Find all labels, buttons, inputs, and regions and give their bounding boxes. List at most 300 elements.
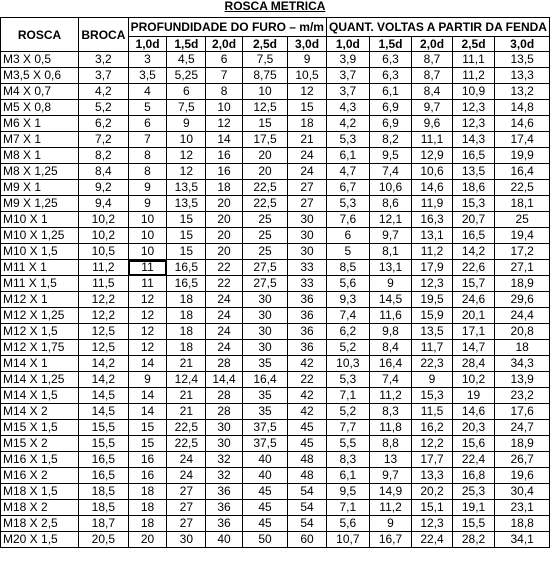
value-cell[interactable]: 17,2 — [495, 244, 550, 260]
value-cell[interactable]: 10 — [128, 228, 167, 244]
value-cell[interactable]: 8,3 — [326, 452, 369, 468]
rosca-cell[interactable]: M12 X 1,25 — [1, 308, 79, 324]
value-cell[interactable]: 8,4 — [369, 340, 412, 356]
value-cell[interactable]: 9,6 — [412, 116, 452, 132]
value-cell[interactable]: 25 — [495, 212, 550, 228]
rosca-cell[interactable]: M12 X 1,5 — [1, 324, 79, 340]
value-cell[interactable]: 9 — [369, 516, 412, 532]
value-cell[interactable]: 22 — [206, 276, 243, 292]
value-cell[interactable]: 15,3 — [412, 388, 452, 404]
value-cell[interactable]: 16 — [128, 452, 167, 468]
value-cell[interactable]: 15,3 — [452, 196, 495, 212]
value-cell[interactable]: 12 — [167, 164, 206, 180]
value-cell[interactable]: 24 — [206, 308, 243, 324]
value-cell[interactable]: 30 — [288, 212, 327, 228]
value-cell[interactable]: 16,8 — [452, 468, 495, 484]
value-cell[interactable]: 24,7 — [495, 420, 550, 436]
value-cell[interactable]: 6,3 — [369, 52, 412, 68]
value-cell[interactable]: 18,6 — [452, 180, 495, 196]
rosca-cell[interactable]: M15 X 1,5 — [1, 420, 79, 436]
value-cell[interactable]: 9,4 — [79, 196, 129, 212]
value-cell[interactable]: 10,2 — [452, 372, 495, 388]
value-cell[interactable]: 24 — [206, 324, 243, 340]
value-cell[interactable]: 22,5 — [242, 180, 287, 196]
value-cell[interactable]: 45 — [242, 500, 287, 516]
value-cell[interactable]: 18,8 — [495, 516, 550, 532]
value-cell[interactable]: 24 — [288, 164, 327, 180]
value-cell[interactable]: 8,3 — [369, 404, 412, 420]
value-cell[interactable]: 21 — [288, 132, 327, 148]
value-cell[interactable]: 6,2 — [326, 324, 369, 340]
value-cell[interactable]: 3 — [128, 52, 167, 68]
value-cell[interactable]: 19,4 — [495, 228, 550, 244]
value-cell[interactable]: 9 — [288, 52, 327, 68]
value-cell[interactable]: 28 — [206, 388, 243, 404]
value-cell[interactable]: 25 — [242, 212, 287, 228]
value-cell[interactable]: 48 — [288, 452, 327, 468]
value-cell[interactable]: 30 — [242, 340, 287, 356]
value-cell[interactable]: 28,2 — [452, 532, 495, 548]
value-cell[interactable]: 14,4 — [206, 372, 243, 388]
rosca-cell[interactable]: M15 X 2 — [1, 436, 79, 452]
rosca-cell[interactable]: M14 X 1,5 — [1, 388, 79, 404]
value-cell[interactable]: 20 — [206, 244, 243, 260]
value-cell[interactable]: 14,5 — [79, 404, 129, 420]
value-cell[interactable]: 37,5 — [242, 420, 287, 436]
value-cell[interactable]: 26,7 — [495, 452, 550, 468]
value-cell[interactable]: 24 — [167, 452, 206, 468]
value-cell[interactable]: 16,5 — [452, 228, 495, 244]
value-cell[interactable]: 18 — [206, 180, 243, 196]
value-cell[interactable]: 8 — [128, 148, 167, 164]
value-cell[interactable]: 19 — [452, 388, 495, 404]
value-cell[interactable]: 12,3 — [452, 116, 495, 132]
value-cell[interactable]: 19,5 — [412, 292, 452, 308]
value-cell[interactable]: 6,3 — [369, 68, 412, 84]
value-cell[interactable]: 24 — [167, 468, 206, 484]
value-cell[interactable]: 9,2 — [79, 180, 129, 196]
value-cell[interactable]: 12,5 — [79, 324, 129, 340]
value-cell[interactable]: 13,3 — [495, 68, 550, 84]
value-cell[interactable]: 35 — [242, 356, 287, 372]
rosca-cell[interactable]: M14 X 2 — [1, 404, 79, 420]
value-cell[interactable]: 14,7 — [452, 340, 495, 356]
rosca-cell[interactable]: M10 X 1 — [1, 212, 79, 228]
value-cell[interactable]: 24,4 — [495, 308, 550, 324]
rosca-cell[interactable]: M16 X 2 — [1, 468, 79, 484]
subheader-cell[interactable]: 3,0d — [288, 37, 327, 52]
value-cell[interactable]: 8 — [128, 164, 167, 180]
value-cell[interactable]: 11,5 — [79, 276, 129, 292]
value-cell[interactable]: 48 — [288, 468, 327, 484]
value-cell[interactable]: 10 — [242, 84, 287, 100]
value-cell[interactable]: 6,9 — [369, 100, 412, 116]
value-cell[interactable]: 13 — [369, 452, 412, 468]
value-cell[interactable]: 16,2 — [412, 420, 452, 436]
value-cell[interactable]: 6,1 — [326, 148, 369, 164]
value-cell[interactable]: 9 — [167, 116, 206, 132]
subheader-cell[interactable]: 1,5d — [369, 37, 412, 52]
value-cell[interactable]: 11,1 — [452, 52, 495, 68]
rosca-cell[interactable]: M12 X 1,75 — [1, 340, 79, 356]
value-cell[interactable]: 15 — [128, 420, 167, 436]
value-cell[interactable]: 24 — [206, 292, 243, 308]
value-cell[interactable]: 8,4 — [412, 84, 452, 100]
value-cell[interactable]: 14,9 — [369, 484, 412, 500]
value-cell[interactable]: 6 — [167, 84, 206, 100]
value-cell[interactable]: 14 — [128, 404, 167, 420]
value-cell[interactable]: 18,5 — [79, 500, 129, 516]
value-cell[interactable]: 18 — [167, 308, 206, 324]
value-cell[interactable]: 34,1 — [495, 532, 550, 548]
value-cell[interactable]: 22,4 — [412, 532, 452, 548]
value-cell[interactable]: 20 — [206, 228, 243, 244]
header-rosca[interactable]: ROSCA — [1, 18, 79, 52]
value-cell[interactable]: 6 — [206, 52, 243, 68]
value-cell[interactable]: 8,6 — [369, 196, 412, 212]
value-cell[interactable]: 35 — [242, 388, 287, 404]
value-cell[interactable]: 8,75 — [242, 68, 287, 84]
value-cell[interactable]: 3,5 — [128, 68, 167, 84]
value-cell[interactable]: 8,7 — [412, 52, 452, 68]
value-cell[interactable]: 11,2 — [369, 500, 412, 516]
value-cell[interactable]: 12,2 — [412, 436, 452, 452]
value-cell[interactable]: 13,9 — [495, 372, 550, 388]
value-cell[interactable]: 9,5 — [369, 148, 412, 164]
value-cell[interactable]: 24 — [288, 148, 327, 164]
value-cell[interactable]: 45 — [288, 436, 327, 452]
value-cell[interactable]: 18 — [495, 340, 550, 356]
rosca-cell[interactable]: M9 X 1 — [1, 180, 79, 196]
value-cell[interactable]: 12,1 — [369, 212, 412, 228]
value-cell[interactable]: 4 — [128, 84, 167, 100]
value-cell[interactable]: 22,5 — [242, 196, 287, 212]
value-cell[interactable]: 21 — [167, 388, 206, 404]
value-cell[interactable]: 21 — [167, 356, 206, 372]
value-cell[interactable]: 36 — [206, 500, 243, 516]
value-cell[interactable]: 45 — [242, 516, 287, 532]
value-cell[interactable]: 5,6 — [326, 516, 369, 532]
value-cell[interactable]: 8,8 — [369, 436, 412, 452]
value-cell[interactable]: 13,2 — [495, 84, 550, 100]
value-cell[interactable]: 27 — [288, 196, 327, 212]
value-cell[interactable]: 9,5 — [326, 484, 369, 500]
value-cell[interactable]: 13,5 — [412, 324, 452, 340]
value-cell[interactable]: 10,5 — [288, 68, 327, 84]
value-cell[interactable]: 6,1 — [326, 468, 369, 484]
value-cell[interactable]: 18,7 — [79, 516, 129, 532]
header-broca[interactable]: BROCA — [79, 18, 129, 52]
value-cell[interactable]: 11,2 — [412, 244, 452, 260]
value-cell[interactable]: 6 — [326, 228, 369, 244]
value-cell[interactable]: 12,3 — [412, 276, 452, 292]
value-cell[interactable]: 9 — [412, 372, 452, 388]
value-cell[interactable]: 16,4 — [495, 164, 550, 180]
value-cell[interactable]: 17,5 — [242, 132, 287, 148]
value-cell[interactable]: 9 — [128, 180, 167, 196]
value-cell[interactable]: 45 — [288, 420, 327, 436]
value-cell[interactable]: 8,5 — [326, 260, 369, 276]
value-cell[interactable]: 11,7 — [412, 340, 452, 356]
value-cell[interactable]: 7,7 — [326, 420, 369, 436]
rosca-cell[interactable]: M10 X 1,5 — [1, 244, 79, 260]
value-cell[interactable]: 10 — [167, 132, 206, 148]
value-cell[interactable]: 10,7 — [326, 532, 369, 548]
value-cell[interactable]: 7,4 — [326, 308, 369, 324]
value-cell[interactable]: 12,5 — [79, 340, 129, 356]
value-cell[interactable]: 27,5 — [242, 276, 287, 292]
value-cell[interactable]: 54 — [288, 484, 327, 500]
value-cell[interactable]: 15 — [242, 116, 287, 132]
value-cell[interactable]: 16,4 — [369, 356, 412, 372]
value-cell[interactable]: 60 — [288, 532, 327, 548]
value-cell[interactable]: 24,6 — [452, 292, 495, 308]
value-cell[interactable]: 9,3 — [326, 292, 369, 308]
rosca-cell[interactable]: M11 X 1 — [1, 260, 79, 276]
value-cell[interactable]: 7 — [206, 68, 243, 84]
value-cell[interactable]: 20 — [128, 532, 167, 548]
value-cell[interactable]: 18 — [128, 516, 167, 532]
value-cell[interactable]: 14 — [206, 132, 243, 148]
value-cell[interactable]: 9,7 — [412, 100, 452, 116]
value-cell[interactable]: 20,1 — [452, 308, 495, 324]
value-cell[interactable]: 23,1 — [495, 500, 550, 516]
value-cell[interactable]: 54 — [288, 516, 327, 532]
value-cell[interactable]: 16 — [206, 164, 243, 180]
value-cell[interactable]: 18 — [167, 292, 206, 308]
value-cell[interactable]: 14 — [128, 356, 167, 372]
value-cell[interactable]: 7,5 — [167, 100, 206, 116]
value-cell[interactable]: 15,5 — [79, 420, 129, 436]
value-cell[interactable]: 9,7 — [369, 228, 412, 244]
rosca-cell[interactable]: M8 X 1 — [1, 148, 79, 164]
value-cell[interactable]: 4,2 — [326, 116, 369, 132]
value-cell[interactable]: 9 — [369, 276, 412, 292]
value-cell[interactable]: 10,2 — [79, 212, 129, 228]
rosca-cell[interactable]: M10 X 1,25 — [1, 228, 79, 244]
value-cell[interactable]: 18,9 — [495, 276, 550, 292]
rosca-cell[interactable]: M18 X 1,5 — [1, 484, 79, 500]
value-cell[interactable]: 10,3 — [326, 356, 369, 372]
value-cell[interactable]: 25 — [242, 228, 287, 244]
value-cell[interactable]: 20,8 — [495, 324, 550, 340]
value-cell[interactable]: 28 — [206, 404, 243, 420]
value-cell[interactable]: 40 — [242, 468, 287, 484]
value-cell[interactable]: 14,5 — [79, 388, 129, 404]
value-cell[interactable]: 9 — [128, 372, 167, 388]
rosca-cell[interactable]: M11 X 1,5 — [1, 276, 79, 292]
subheader-cell[interactable]: 3,0d — [495, 37, 550, 52]
value-cell[interactable]: 6,7 — [326, 180, 369, 196]
value-cell[interactable]: 17,9 — [412, 260, 452, 276]
value-cell[interactable]: 15,5 — [452, 516, 495, 532]
value-cell[interactable]: 7,6 — [326, 212, 369, 228]
value-cell[interactable]: 16,5 — [79, 452, 129, 468]
value-cell[interactable]: 40 — [206, 532, 243, 548]
value-cell[interactable]: 8,2 — [369, 132, 412, 148]
value-cell[interactable]: 12,3 — [412, 516, 452, 532]
subheader-cell[interactable]: 1,0d — [128, 37, 167, 52]
value-cell[interactable]: 18 — [288, 116, 327, 132]
value-cell[interactable]: 14,2 — [452, 244, 495, 260]
value-cell[interactable]: 17,1 — [452, 324, 495, 340]
value-cell[interactable]: 12,5 — [242, 100, 287, 116]
value-cell[interactable]: 7,4 — [369, 372, 412, 388]
rosca-cell[interactable]: M8 X 1,25 — [1, 164, 79, 180]
value-cell[interactable]: 5,2 — [79, 100, 129, 116]
value-cell[interactable]: 32 — [206, 468, 243, 484]
value-cell[interactable]: 36 — [288, 308, 327, 324]
value-cell[interactable]: 7,1 — [326, 500, 369, 516]
rosca-cell[interactable]: M3 X 0,5 — [1, 52, 79, 68]
value-cell[interactable]: 22,5 — [495, 180, 550, 196]
rosca-cell[interactable]: M14 X 1,25 — [1, 372, 79, 388]
value-cell[interactable]: 9,8 — [369, 324, 412, 340]
rosca-cell[interactable]: M5 X 0,8 — [1, 100, 79, 116]
subheader-cell[interactable]: 2,0d — [206, 37, 243, 52]
value-cell[interactable]: 11,6 — [369, 308, 412, 324]
value-cell[interactable]: 30 — [206, 420, 243, 436]
value-cell[interactable]: 27 — [167, 500, 206, 516]
value-cell[interactable]: 36 — [206, 516, 243, 532]
value-cell[interactable]: 10,6 — [369, 180, 412, 196]
value-cell[interactable]: 16 — [128, 468, 167, 484]
value-cell[interactable]: 12 — [128, 308, 167, 324]
value-cell[interactable]: 10 — [206, 100, 243, 116]
value-cell[interactable]: 11,5 — [412, 404, 452, 420]
value-cell[interactable]: 33 — [288, 260, 327, 276]
subheader-cell[interactable]: 2,5d — [452, 37, 495, 52]
value-cell[interactable]: 8,7 — [412, 68, 452, 84]
value-cell[interactable]: 34,3 — [495, 356, 550, 372]
subheader-cell[interactable]: 2,0d — [412, 37, 452, 52]
value-cell[interactable]: 4,3 — [326, 100, 369, 116]
value-cell[interactable]: 17,7 — [412, 452, 452, 468]
value-cell[interactable]: 18 — [128, 500, 167, 516]
value-cell[interactable]: 6,9 — [369, 116, 412, 132]
value-cell[interactable]: 5,3 — [326, 132, 369, 148]
value-cell[interactable]: 10,5 — [79, 244, 129, 260]
value-cell[interactable]: 30 — [242, 292, 287, 308]
value-cell[interactable]: 6,2 — [79, 116, 129, 132]
value-cell[interactable]: 12 — [167, 148, 206, 164]
value-cell[interactable]: 12 — [288, 84, 327, 100]
value-cell[interactable]: 22,6 — [452, 260, 495, 276]
value-cell[interactable]: 14,2 — [79, 372, 129, 388]
value-cell[interactable]: 5,5 — [326, 436, 369, 452]
value-cell[interactable]: 12,4 — [167, 372, 206, 388]
value-cell[interactable]: 14 — [128, 388, 167, 404]
rosca-cell[interactable]: M14 X 1 — [1, 356, 79, 372]
value-cell[interactable]: 10 — [128, 212, 167, 228]
value-cell[interactable]: 42 — [288, 356, 327, 372]
value-cell[interactable]: 20 — [206, 196, 243, 212]
value-cell[interactable]: 14,6 — [412, 180, 452, 196]
value-cell[interactable]: 14,6 — [495, 116, 550, 132]
value-cell[interactable]: 18 — [167, 324, 206, 340]
value-cell[interactable]: 20 — [242, 148, 287, 164]
value-cell[interactable]: 21 — [167, 404, 206, 420]
value-cell[interactable]: 20,7 — [452, 212, 495, 228]
value-cell[interactable]: 11,9 — [412, 196, 452, 212]
value-cell[interactable]: 50 — [242, 532, 287, 548]
rosca-cell[interactable]: M20 X 1,5 — [1, 532, 79, 548]
value-cell[interactable]: 16,3 — [412, 212, 452, 228]
value-cell[interactable]: 23,2 — [495, 388, 550, 404]
value-cell[interactable]: 27,1 — [495, 260, 550, 276]
value-cell[interactable]: 15 — [288, 100, 327, 116]
value-cell[interactable]: 20,5 — [79, 532, 129, 548]
value-cell[interactable]: 16,5 — [79, 468, 129, 484]
value-cell[interactable]: 3,7 — [326, 84, 369, 100]
header-profundidade[interactable]: PROFUNDIDADE DO FURO – m/m — [128, 18, 326, 37]
value-cell[interactable]: 8,1 — [369, 244, 412, 260]
rosca-cell[interactable]: M16 X 1,5 — [1, 452, 79, 468]
value-cell[interactable]: 18,9 — [495, 436, 550, 452]
value-cell[interactable]: 11,2 — [79, 260, 129, 276]
value-cell[interactable]: 14,6 — [452, 404, 495, 420]
value-cell[interactable]: 12,2 — [79, 308, 129, 324]
value-cell[interactable]: 5 — [326, 244, 369, 260]
value-cell[interactable]: 11 — [128, 276, 167, 292]
value-cell[interactable]: 30 — [242, 324, 287, 340]
rosca-cell[interactable]: M4 X 0,7 — [1, 84, 79, 100]
value-cell[interactable]: 30 — [242, 308, 287, 324]
value-cell[interactable]: 20,3 — [452, 420, 495, 436]
value-cell[interactable]: 54 — [288, 500, 327, 516]
value-cell[interactable]: 11,1 — [412, 132, 452, 148]
value-cell[interactable]: 5,3 — [326, 372, 369, 388]
value-cell[interactable]: 32 — [206, 452, 243, 468]
value-cell[interactable]: 33 — [288, 276, 327, 292]
value-cell[interactable]: 42 — [288, 404, 327, 420]
value-cell[interactable]: 12 — [128, 292, 167, 308]
value-cell[interactable]: 36 — [206, 484, 243, 500]
value-cell[interactable]: 30 — [206, 436, 243, 452]
value-cell[interactable]: 18,5 — [79, 484, 129, 500]
value-cell[interactable]: 12 — [206, 116, 243, 132]
value-cell[interactable]: 30 — [288, 228, 327, 244]
value-cell[interactable]: 13,5 — [167, 196, 206, 212]
rosca-cell[interactable]: M6 X 1 — [1, 116, 79, 132]
value-cell[interactable]: 3,7 — [326, 68, 369, 84]
value-cell[interactable]: 27 — [167, 484, 206, 500]
value-cell[interactable]: 9 — [128, 196, 167, 212]
value-cell[interactable]: 3,2 — [79, 52, 129, 68]
value-cell[interactable]: 11,2 — [369, 388, 412, 404]
value-cell[interactable]: 9,7 — [369, 468, 412, 484]
value-cell[interactable]: 45 — [242, 484, 287, 500]
value-cell[interactable]: 36 — [288, 324, 327, 340]
value-cell[interactable]: 12,3 — [452, 100, 495, 116]
value-cell[interactable]: 12 — [128, 340, 167, 356]
value-cell[interactable]: 30,4 — [495, 484, 550, 500]
value-cell[interactable]: 16,4 — [242, 372, 287, 388]
value-cell[interactable]: 12,2 — [79, 292, 129, 308]
value-cell[interactable]: 42 — [288, 388, 327, 404]
value-cell[interactable]: 7 — [128, 132, 167, 148]
value-cell[interactable]: 13,1 — [369, 260, 412, 276]
value-cell[interactable]: 10,2 — [79, 228, 129, 244]
value-cell[interactable]: 15 — [167, 228, 206, 244]
value-cell[interactable]: 6 — [128, 116, 167, 132]
value-cell[interactable]: 29,6 — [495, 292, 550, 308]
rosca-cell[interactable]: M12 X 1 — [1, 292, 79, 308]
value-cell[interactable]: 30 — [288, 244, 327, 260]
value-cell[interactable]: 37,5 — [242, 436, 287, 452]
value-cell[interactable]: 10,6 — [412, 164, 452, 180]
value-cell[interactable]: 40 — [242, 452, 287, 468]
